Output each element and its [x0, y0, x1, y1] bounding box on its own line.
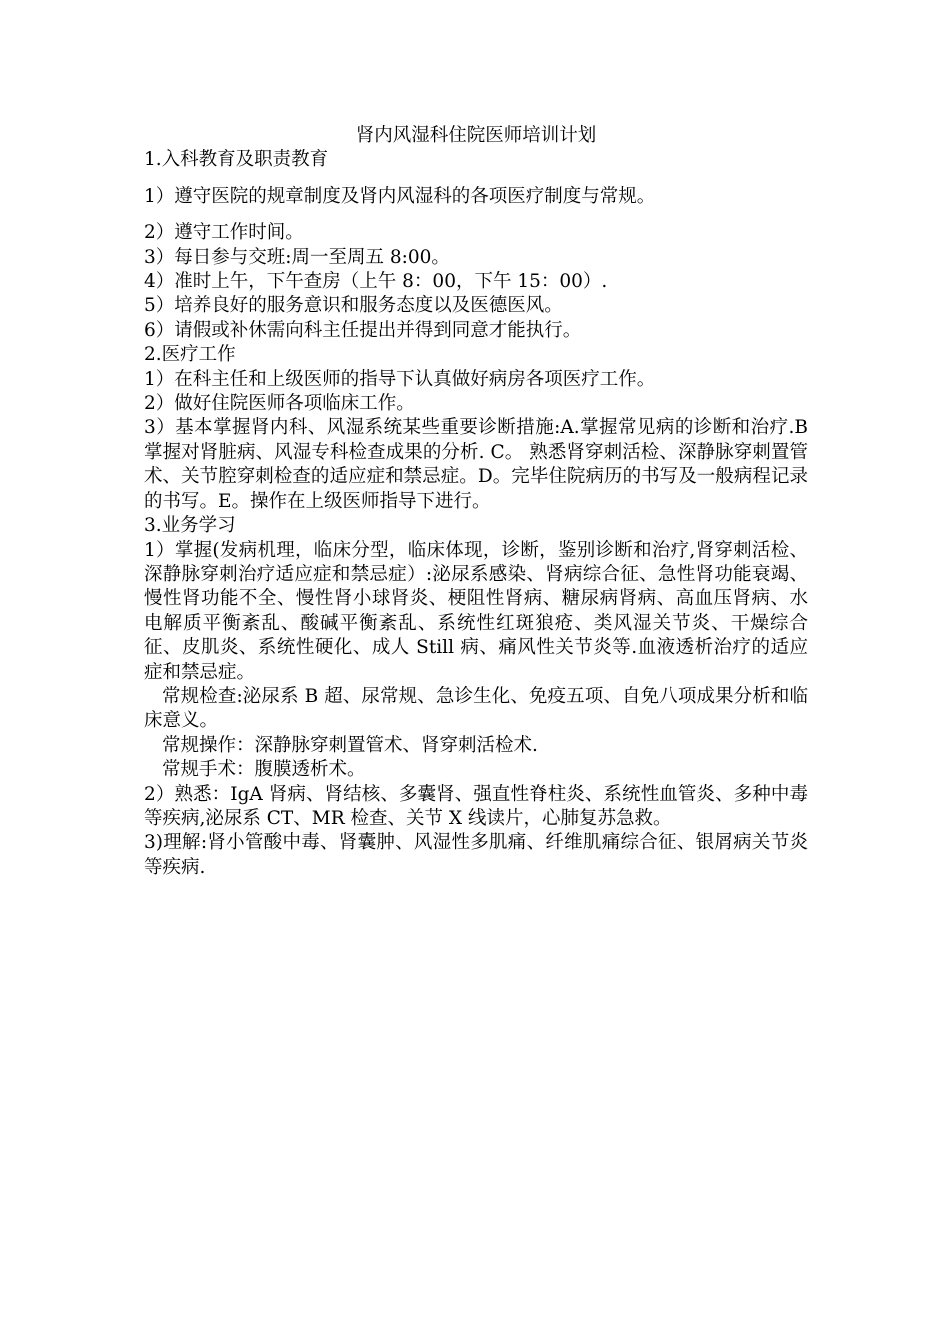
document-page: [144, 124, 808, 880]
section3-routine-operation: 常规操作：深静脉穿刺置管术、肾穿刺活检术.: [162, 734, 538, 756]
section1-item-4: 4）准时上午，下午查房（上午 8：00，下午 15：00）.: [144, 271, 608, 293]
section2-item-1: 1）在科主任和上级医师的指导下认真做好病房各项医疗工作。: [144, 368, 656, 390]
section3-item-1: 1）掌握(发病机理，临床分型，临床体现，诊断，鉴别诊断和治疗,肾穿刺活检、深静脉穿刺治疗适应症和禁忌症）:泌尿系感染、肾病综合征、急性肾功能衰竭、慢性肾功能不全、慢性肾小球肾炎、梗阻性肾病、糖尿病肾病、高血压肾病、水电解质平衡紊乱、酸碱平衡紊乱、系统性红斑狼疮、类风湿关节炎、干燥综合征、皮肌炎、系统性硬化、成人 Still 病、痛风性关节炎等.血液透析治疗的适应症和禁忌症。: [144, 539, 808, 683]
section3-heading: 3.业务学习: [144, 515, 236, 537]
section3-item-3: 3)理解:肾小管酸中毒、肾囊肿、风湿性多肌痛、纤维肌痛综合征、银屑病关节炎等疾病.: [144, 832, 808, 878]
section2-item-3: 3）基本掌握肾内科、风湿系统某些重要诊断措施:A.掌握常见病的诊断和治疗.B 掌握对肾脏病、风湿专科检查成果的分析. C。 熟悉肾穿刺活检、深静脉穿刺置管术、关节腔穿刺检查的适应症和禁忌症。D。完毕住院病历的书写及一般病程记录的书写。E。操作在上级医师指导下进行。: [144, 417, 808, 512]
section3-routine-exam: 常规检查:泌尿系 B 超、尿常规、急诊生化、免疫五项、自免八项成果分析和临床意义。: [144, 685, 808, 732]
document-title: 肾内风湿科住院医师培训计划: [355, 125, 597, 146]
section1-item-3: 3）每日参与交班:周一至周五 8:00。: [144, 246, 450, 268]
section1-item-1: 1）遵守医院的规章制度及肾内风湿科的各项医疗制度与常规。: [144, 185, 656, 207]
section2-heading: 2.医疗工作: [144, 344, 236, 366]
section3-routine-surgery: 常规手术：腹膜透析术。: [162, 759, 366, 781]
section1-item-6: 6）请假或补休需向科主任提出并得到同意才能执行。: [144, 319, 582, 341]
section1-item-5: 5）培养良好的服务意识和服务态度以及医德医风。: [144, 295, 563, 317]
section1-heading: 1.入科教育及职责教育: [144, 149, 329, 171]
section2-item-2: 2）做好住院医师各项临床工作。: [144, 393, 415, 415]
section3-item-2: 2）熟悉：IgA 肾病、肾结核、多囊肾、强直性脊柱炎、系统性血管炎、多种中毒等疾病,泌尿系 CT、MR 检查、关节 X 线读片，心肺复苏急救。: [144, 783, 808, 829]
section1-item-2: 2）遵守工作时间。: [144, 222, 304, 244]
